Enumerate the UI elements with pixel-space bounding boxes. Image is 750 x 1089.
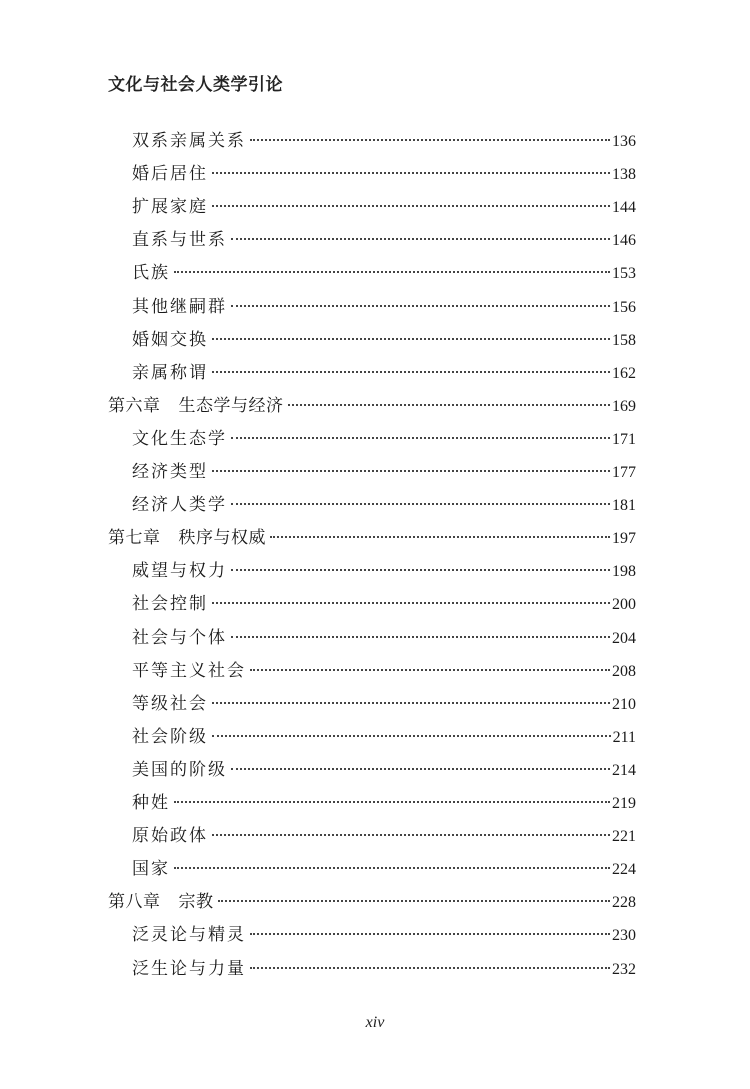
toc-page-number: 181 [612, 497, 636, 515]
toc-page-number: 171 [612, 430, 636, 448]
toc-chapter-title: 生态学与经济 [178, 395, 284, 416]
toc-page-number: 144 [612, 199, 636, 217]
toc-page-number: 214 [612, 761, 636, 779]
toc-page-number: 208 [612, 662, 636, 680]
toc-page-number: 153 [612, 265, 636, 283]
toc-chapter-title: 秩序与权威 [178, 528, 266, 549]
toc-section-entry [132, 325, 636, 351]
toc-entry-title: 美国的阶级 [132, 759, 227, 780]
toc-section-entry [132, 457, 636, 483]
toc-entry-title: 直系与世系 [132, 230, 227, 251]
toc-entry-title: 平等主义社会 [132, 660, 246, 681]
toc-section-entry [132, 292, 636, 318]
toc-dot-leader [212, 337, 610, 340]
toc-page-number: 177 [612, 464, 636, 481]
toc-dot-leader [212, 601, 610, 604]
toc-entry-title: 亲属称谓 [132, 362, 208, 383]
toc-entry-title: 扩展家庭 [132, 197, 208, 218]
toc-page-number: 232 [612, 960, 636, 978]
toc-section-entry [132, 954, 636, 980]
toc-entry-title: 双系亲属关系 [132, 131, 246, 151]
toc-page-number: 224 [612, 861, 636, 879]
toc-entry-title: 国家 [132, 859, 170, 880]
toc-section-entry [132, 623, 636, 649]
toc-entry-title: 经济类型 [132, 462, 208, 482]
toc-section-entry [132, 126, 636, 152]
toc-entry-title: 等级社会 [132, 693, 208, 714]
toc-dot-leader [250, 668, 610, 671]
toc-page-number: 138 [612, 166, 636, 184]
toc-page-number: 197 [612, 530, 636, 548]
toc-dot-leader [250, 138, 610, 141]
toc-dot-leader [212, 370, 610, 373]
toc-page-number: 211 [612, 728, 636, 746]
toc-dot-leader [231, 635, 610, 638]
toc-section-entry [132, 589, 636, 615]
toc-chapter-title: 宗教 [178, 892, 214, 913]
toc-section-entry [132, 854, 636, 880]
toc-page-number: 221 [612, 828, 636, 846]
toc-section-entry [132, 258, 636, 284]
toc-chapter-number: 第七章 [108, 528, 161, 549]
toc-chapter-entry [108, 887, 636, 913]
toc-page-number: 204 [612, 629, 636, 647]
toc-chapter-number: 第八章 [108, 892, 161, 913]
toc-page-number: 146 [612, 232, 636, 250]
toc-section-entry [132, 225, 636, 251]
toc-dot-leader [212, 734, 611, 737]
toc-dot-leader [250, 966, 610, 969]
toc-dot-leader [231, 436, 610, 439]
toc-section-entry [132, 358, 636, 384]
toc-entry-title: 社会阶级 [132, 726, 208, 747]
toc-page-number: 210 [612, 695, 636, 713]
toc-dot-leader [250, 932, 610, 935]
toc-chapter-entry [108, 391, 636, 417]
toc-page-number: 156 [612, 298, 636, 316]
toc-dot-leader [212, 701, 610, 704]
toc-dot-leader [174, 800, 610, 803]
toc-dot-leader [174, 270, 610, 273]
toc-dot-leader [288, 403, 611, 406]
toc-entry-title [108, 391, 284, 416]
toc-entry-title: 泛灵论与精灵 [132, 925, 246, 946]
toc-entry-title: 威望与权力 [132, 561, 227, 582]
toc-entry-title: 泛生论与力量 [132, 958, 246, 979]
toc-dot-leader [218, 899, 611, 902]
toc-entry-title: 婚后居住 [132, 164, 208, 185]
page-number-folio: xiv [365, 1014, 385, 1031]
toc-entry-title [108, 887, 214, 912]
toc-section-entry [132, 656, 636, 682]
toc-page-number: 200 [612, 596, 636, 614]
toc-entry-title: 婚姻交换 [132, 329, 208, 350]
toc-dot-leader [231, 767, 610, 770]
toc-dot-leader [231, 502, 610, 505]
toc-page-number: 228 [612, 894, 636, 912]
toc-page-number: 136 [612, 133, 636, 150]
toc-page-number: 198 [612, 563, 636, 581]
toc-section-entry [132, 722, 636, 748]
toc-entry-title: 社会控制 [132, 594, 208, 615]
toc-chapter-entry [108, 523, 636, 549]
toc-page-number: 230 [612, 927, 636, 945]
toc-chapter-number: 第六章 [108, 395, 161, 416]
toc-entry-title: 原始政体 [132, 826, 208, 847]
toc-section-entry [132, 192, 636, 218]
toc-entry-title: 其他继嗣群 [132, 296, 227, 317]
toc-section-entry [132, 159, 636, 185]
toc-section-entry [132, 689, 636, 715]
toc-section-entry [132, 920, 636, 946]
toc-dot-leader [212, 171, 610, 174]
toc-page-number: 162 [612, 364, 636, 382]
toc-entry-title: 文化生态学 [132, 428, 227, 449]
toc-dot-leader [174, 866, 610, 869]
toc-dot-leader [231, 237, 610, 240]
toc-section-entry [132, 556, 636, 582]
toc-dot-leader [231, 568, 610, 571]
toc-entry-title: 氏族 [132, 263, 170, 284]
toc-dot-leader [212, 469, 610, 472]
toc-dot-leader [212, 833, 610, 836]
toc-section-entry [132, 755, 636, 781]
toc-page-number: 219 [612, 795, 636, 812]
toc-dot-leader [231, 304, 610, 307]
toc-entry-title: 经济人类学 [132, 495, 227, 516]
toc-section-entry [132, 424, 636, 450]
toc-entry-title [108, 523, 266, 548]
toc-section-entry [132, 490, 636, 516]
toc-dot-leader [270, 535, 610, 538]
toc-entry-title: 种姓 [132, 793, 170, 813]
toc-section-entry [132, 821, 636, 847]
toc-section-entry [132, 788, 636, 814]
toc-entry-title: 社会与个体 [132, 627, 227, 648]
running-head-title: 文化与社会人类学引论 [108, 75, 283, 95]
toc-dot-leader [212, 204, 610, 207]
toc-page-number: 169 [612, 397, 636, 415]
toc-page-number: 158 [612, 331, 636, 349]
